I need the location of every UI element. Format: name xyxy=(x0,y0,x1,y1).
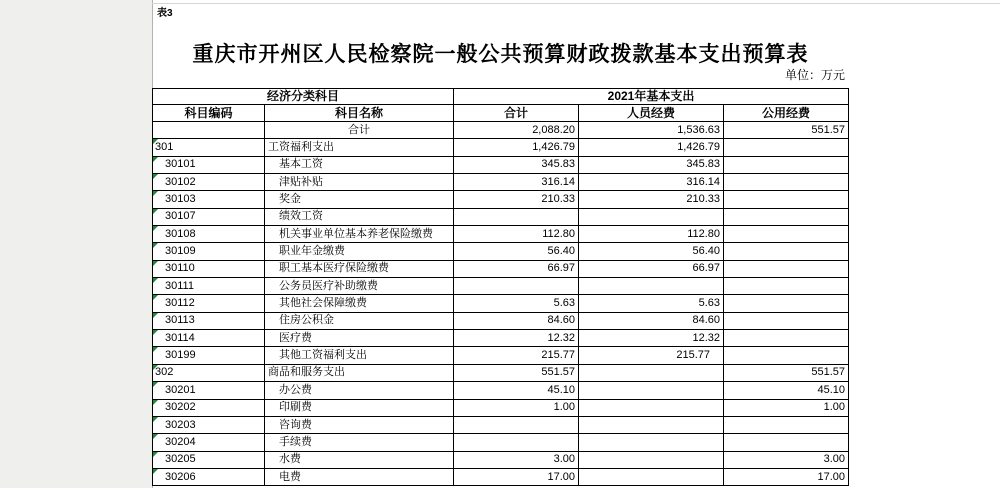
table-row xyxy=(153,260,849,277)
cell-total[interactable]: 45.10 xyxy=(454,382,579,399)
cell-personnel[interactable] xyxy=(579,364,724,381)
table-row xyxy=(153,382,849,399)
cell-public[interactable]: 551.57 xyxy=(724,364,849,381)
header-col-code[interactable]: 科目编码 xyxy=(153,105,265,122)
cell-total[interactable]: 215.77 xyxy=(454,347,579,364)
table-row xyxy=(153,451,849,468)
table-row xyxy=(153,330,849,347)
header-classification-group[interactable]: 经济分类科目 xyxy=(153,89,454,105)
cell-name[interactable]: 工资福利支出 xyxy=(265,139,454,156)
cell-flag-triangle-icon xyxy=(153,313,158,318)
cell-name[interactable]: 电费 xyxy=(265,468,454,485)
table-row xyxy=(153,434,849,451)
cell-flag-triangle-icon xyxy=(153,261,158,266)
cell-code[interactable]: 30112 xyxy=(153,295,265,312)
header-col-personnel[interactable]: 人员经费 xyxy=(579,105,724,122)
table-row xyxy=(153,416,849,433)
page-title: 重庆市开州区人民检察院一般公共预算财政拨款基本支出预算表 xyxy=(192,42,809,66)
cell-code[interactable]: 30114 xyxy=(153,330,265,347)
cell-public[interactable] xyxy=(724,312,849,329)
cell-name[interactable]: 咨询费 xyxy=(265,416,454,433)
cell-personnel[interactable] xyxy=(579,278,724,295)
cell-code[interactable]: 30113 xyxy=(153,312,265,329)
cell-public[interactable]: 1.00 xyxy=(724,399,849,416)
header-col-name[interactable]: 科目名称 xyxy=(265,105,454,122)
cell-total[interactable]: 5.63 xyxy=(454,295,579,312)
table-row xyxy=(153,139,849,156)
cell-personnel[interactable]: 215.77 xyxy=(579,347,724,364)
cell-flag-triangle-icon xyxy=(153,434,158,439)
cell-name[interactable]: 津贴补贴 xyxy=(265,174,454,191)
cell-flag-triangle-icon xyxy=(153,330,158,335)
sheet-tag: 表3 xyxy=(157,8,173,19)
cell-name[interactable]: 合计 xyxy=(265,122,454,139)
cell-code[interactable]: 30101 xyxy=(153,156,265,173)
cell-total[interactable]: 1,426.79 xyxy=(454,139,579,156)
cell-public[interactable] xyxy=(724,191,849,208)
cell-flag-triangle-icon xyxy=(153,278,158,283)
cell-public[interactable] xyxy=(724,330,849,347)
cell-name[interactable]: 公务员医疗补助缴费 xyxy=(265,278,454,295)
cell-total[interactable] xyxy=(454,434,579,451)
cell-code[interactable]: 30202 xyxy=(153,399,265,416)
cell-public[interactable]: 17.00 xyxy=(724,468,849,485)
table-row xyxy=(153,278,849,295)
unit-note: 单位：万元 xyxy=(784,68,845,82)
cell-name[interactable]: 机关事业单位基本养老保险缴费 xyxy=(265,226,454,243)
cell-public[interactable] xyxy=(724,434,849,451)
cell-public[interactable] xyxy=(724,139,849,156)
budget-table-header xyxy=(153,89,849,122)
cell-personnel[interactable]: 316.14 xyxy=(579,174,724,191)
cell-flag-triangle-icon xyxy=(153,452,158,457)
cell-public[interactable] xyxy=(724,347,849,364)
table-row xyxy=(153,468,849,485)
cell-public[interactable] xyxy=(724,208,849,225)
cell-personnel[interactable] xyxy=(579,434,724,451)
header-group-row xyxy=(153,89,849,105)
cell-name[interactable]: 办公费 xyxy=(265,382,454,399)
cell-name[interactable]: 奖金 xyxy=(265,191,454,208)
cell-code[interactable]: 30204 xyxy=(153,434,265,451)
table-row xyxy=(153,226,849,243)
cell-total[interactable]: 56.40 xyxy=(454,243,579,260)
cell-personnel[interactable] xyxy=(579,399,724,416)
cell-total[interactable]: 112.80 xyxy=(454,226,579,243)
cell-total[interactable]: 84.60 xyxy=(454,312,579,329)
table-row xyxy=(153,347,849,364)
table-row xyxy=(153,399,849,416)
cell-name[interactable]: 其他社会保障缴费 xyxy=(265,295,454,312)
header-col-public[interactable]: 公用经费 xyxy=(724,105,849,122)
table-row xyxy=(153,312,849,329)
cell-total[interactable]: 3.00 xyxy=(454,451,579,468)
cell-public[interactable] xyxy=(724,226,849,243)
cell-public[interactable]: 45.10 xyxy=(724,382,849,399)
cell-flag-triangle-icon xyxy=(153,157,158,162)
cell-code[interactable]: 30102 xyxy=(153,174,265,191)
cell-flag-triangle-icon xyxy=(153,191,158,196)
cell-personnel[interactable] xyxy=(579,208,724,225)
cell-code[interactable]: 30108 xyxy=(153,226,265,243)
cell-code[interactable]: 30109 xyxy=(153,243,265,260)
header-col-total[interactable]: 合计 xyxy=(454,105,579,122)
cell-flag-triangle-icon xyxy=(153,226,158,231)
cell-total[interactable]: 12.32 xyxy=(454,330,579,347)
cell-total[interactable] xyxy=(454,208,579,225)
budget-table-body xyxy=(153,122,849,486)
cell-name[interactable]: 住房公积金 xyxy=(265,312,454,329)
cell-total[interactable]: 2,088.20 xyxy=(454,122,579,139)
cell-name[interactable]: 医疗费 xyxy=(265,330,454,347)
cell-flag-triangle-icon xyxy=(153,347,158,352)
cell-code[interactable]: 302 xyxy=(153,364,265,381)
table-row xyxy=(153,191,849,208)
cell-total[interactable] xyxy=(454,416,579,433)
cell-public[interactable]: 3.00 xyxy=(724,451,849,468)
cell-code[interactable]: 30206 xyxy=(153,468,265,485)
cell-total[interactable]: 17.00 xyxy=(454,468,579,485)
cell-personnel[interactable]: 5.63 xyxy=(579,295,724,312)
cell-flag-triangle-icon xyxy=(153,417,158,422)
header-columns-row xyxy=(153,105,849,122)
cell-personnel[interactable] xyxy=(579,382,724,399)
cell-personnel[interactable] xyxy=(579,451,724,468)
cell-flag-triangle-icon xyxy=(153,365,158,370)
cell-flag-triangle-icon xyxy=(153,295,158,300)
cell-public[interactable] xyxy=(724,174,849,191)
cell-public[interactable] xyxy=(724,156,849,173)
cell-code[interactable] xyxy=(153,122,265,139)
cell-personnel[interactable]: 66.97 xyxy=(579,260,724,277)
cell-public[interactable] xyxy=(724,243,849,260)
cell-personnel[interactable]: 112.80 xyxy=(579,226,724,243)
table-row xyxy=(153,174,849,191)
cell-code[interactable]: 30110 xyxy=(153,260,265,277)
header-year-group[interactable]: 2021年基本支出 xyxy=(454,89,849,105)
cell-flag-triangle-icon xyxy=(153,209,158,214)
cell-public[interactable] xyxy=(724,416,849,433)
cell-total[interactable]: 1.00 xyxy=(454,399,579,416)
cell-personnel[interactable] xyxy=(579,416,724,433)
cell-name[interactable]: 其他工资福利支出 xyxy=(265,347,454,364)
cell-code[interactable]: 30199 xyxy=(153,347,265,364)
cell-personnel[interactable]: 84.60 xyxy=(579,312,724,329)
cell-code[interactable]: 30203 xyxy=(153,416,265,433)
cell-name[interactable]: 印刷费 xyxy=(265,399,454,416)
cell-name[interactable]: 基本工资 xyxy=(265,156,454,173)
table-row xyxy=(153,156,849,173)
cell-personnel[interactable]: 56.40 xyxy=(579,243,724,260)
cell-total[interactable]: 316.14 xyxy=(454,174,579,191)
cell-public[interactable] xyxy=(724,295,849,312)
cell-flag-triangle-icon xyxy=(153,400,158,405)
cell-public[interactable] xyxy=(724,278,849,295)
cell-code[interactable]: 301 xyxy=(153,139,265,156)
cell-personnel[interactable] xyxy=(579,468,724,485)
cell-public[interactable] xyxy=(724,260,849,277)
cell-total[interactable]: 66.97 xyxy=(454,260,579,277)
cell-code[interactable]: 30201 xyxy=(153,382,265,399)
cell-name[interactable]: 水费 xyxy=(265,451,454,468)
cell-total[interactable]: 551.57 xyxy=(454,364,579,381)
cell-flag-triangle-icon xyxy=(153,174,158,179)
cell-flag-triangle-icon xyxy=(153,243,158,248)
table-row xyxy=(153,295,849,312)
cell-name[interactable]: 绩效工资 xyxy=(265,208,454,225)
cell-name[interactable]: 手续费 xyxy=(265,434,454,451)
cell-public[interactable]: 551.57 xyxy=(724,122,849,139)
cell-flag-triangle-icon xyxy=(153,382,158,387)
cell-personnel[interactable]: 1,426.79 xyxy=(579,139,724,156)
cell-flag-triangle-icon xyxy=(153,139,158,144)
cell-flag-triangle-icon xyxy=(153,469,158,474)
cell-total[interactable]: 210.33 xyxy=(454,191,579,208)
table-row xyxy=(153,208,849,225)
cell-personnel[interactable]: 210.33 xyxy=(579,191,724,208)
page-top-edge xyxy=(152,3,1000,4)
cell-code[interactable]: 30107 xyxy=(153,208,265,225)
cell-name[interactable]: 职业年金缴费 xyxy=(265,243,454,260)
table-row xyxy=(153,364,849,381)
cell-code[interactable]: 30111 xyxy=(153,278,265,295)
cell-personnel[interactable]: 345.83 xyxy=(579,156,724,173)
table-row xyxy=(153,122,849,139)
cell-total[interactable] xyxy=(454,278,579,295)
cell-name[interactable]: 职工基本医疗保险缴费 xyxy=(265,260,454,277)
table-row xyxy=(153,243,849,260)
cell-code[interactable]: 30205 xyxy=(153,451,265,468)
cell-total[interactable]: 345.83 xyxy=(454,156,579,173)
cell-name[interactable]: 商品和服务支出 xyxy=(265,364,454,381)
budget-table xyxy=(152,88,849,486)
cell-personnel[interactable]: 1,536.63 xyxy=(579,122,724,139)
cell-personnel[interactable]: 12.32 xyxy=(579,330,724,347)
cell-code[interactable]: 30103 xyxy=(153,191,265,208)
